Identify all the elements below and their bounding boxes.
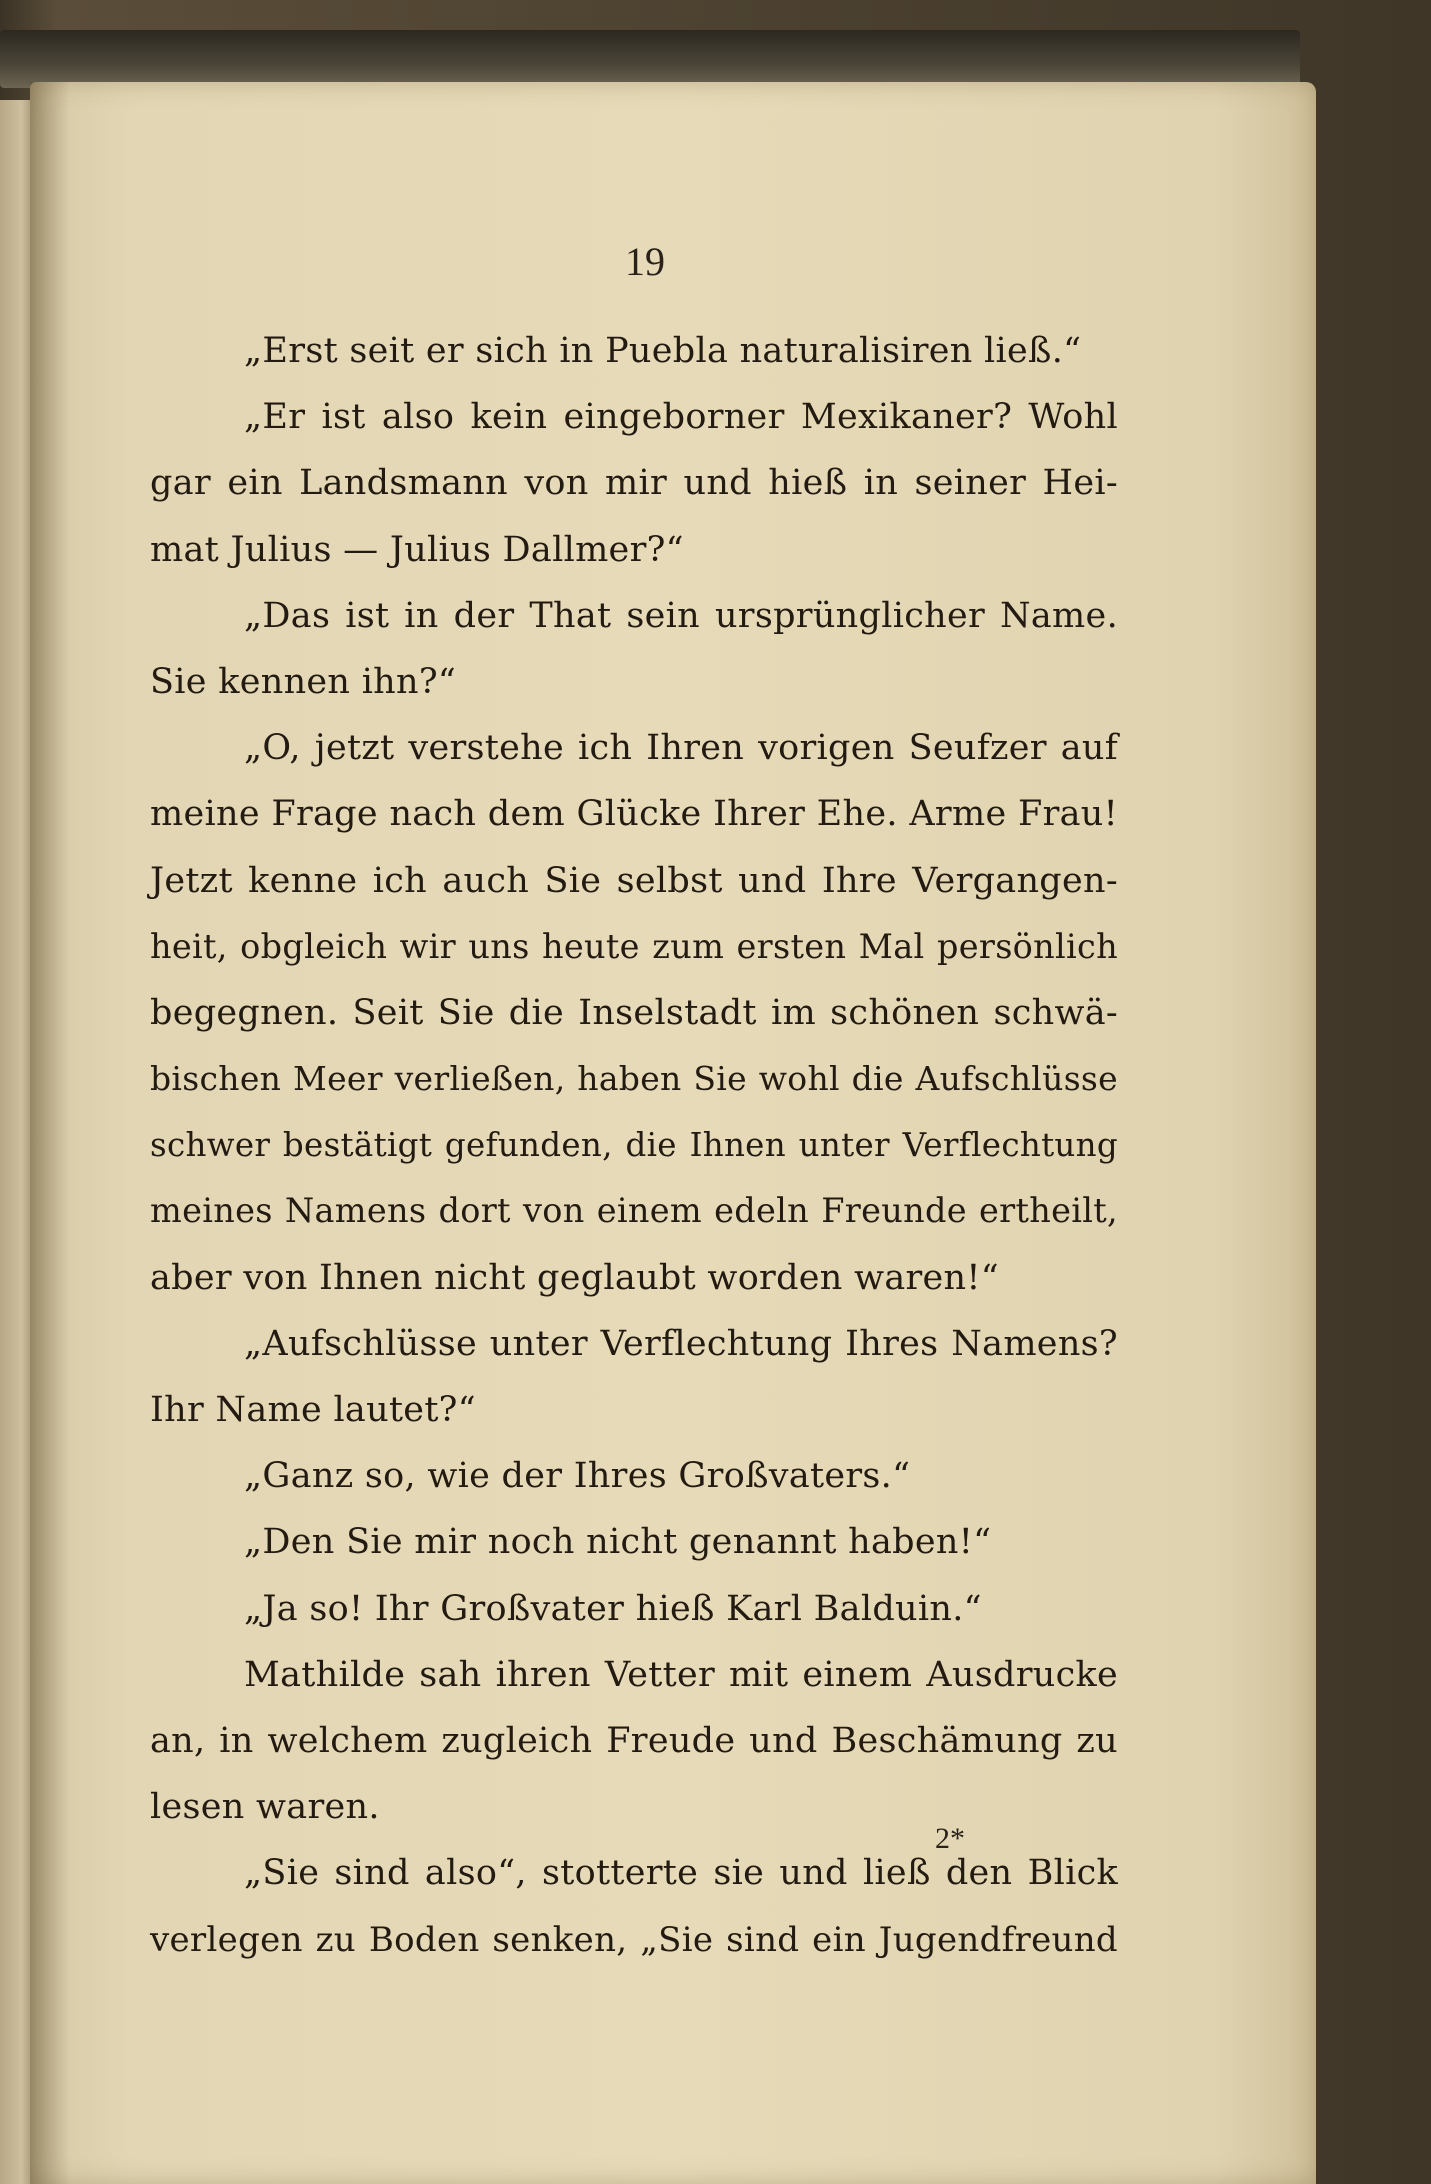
text-line: „Aufschlüsse unter Verflechtung Ihres Namens? xyxy=(244,1323,1118,1364)
text-line: gar ein Landsmann von mir und hieß in seiner Hei- xyxy=(150,463,1118,504)
text-line: an, in welchem zugleich Freude und Beschämung zu xyxy=(150,1720,1118,1761)
text-line: verlegen zu Boden senken, „Sie sind ein Jugendfreund xyxy=(150,1919,1118,1960)
body-text xyxy=(150,318,1118,1973)
text-line: Ihr Name lautet?“ xyxy=(150,1390,476,1430)
signature-mark: 2* xyxy=(935,1822,965,1855)
text-line: „Erst seit er sich in Puebla naturalisiren ließ.“ xyxy=(244,331,1082,371)
book-cover-edge xyxy=(0,30,1300,88)
text-line: meines Namens dort von einem edeln Freunde ertheilt, xyxy=(150,1191,1118,1231)
text-line: „Das ist in der That sein ursprünglicher Name. xyxy=(244,595,1118,636)
text-line: „Den Sie mir noch nicht genannt haben!“ xyxy=(244,1522,992,1563)
text-line: heit, obgleich wir uns heute zum ersten Mal persönlich xyxy=(150,926,1118,966)
text-line: begegnen. Seit Sie die Inselstadt im schönen schwä- xyxy=(150,992,1118,1033)
text-line: meine Frage nach dem Glücke Ihrer Ehe. Arme Frau! xyxy=(150,794,1118,835)
text-line: Sie kennen ihn?“ xyxy=(150,661,457,702)
text-line: mat Julius — Julius Dallmer?“ xyxy=(150,529,684,570)
text-line: aber von Ihnen nicht geglaubt worden waren!“ xyxy=(150,1257,999,1298)
text-line: lesen waren. xyxy=(150,1787,380,1828)
text-line: schwer bestätigt gefunden, die Ihnen unter Verflechtung xyxy=(150,1126,1118,1165)
gutter-shadow xyxy=(30,82,70,2184)
text-line: Jetzt kenne ich auch Sie selbst und Ihre Vergangen- xyxy=(150,860,1118,901)
text-line: Mathilde sah ihren Vetter mit einem Ausdrucke xyxy=(244,1654,1118,1695)
text-line: „Ganz so, wie der Ihres Großvaters.“ xyxy=(244,1456,911,1497)
text-line: „O, jetzt verstehe ich Ihren vorigen Seufzer auf xyxy=(244,728,1118,769)
page-number: 19 xyxy=(625,239,665,284)
text-line: „Er ist also kein eingeborner Mexikaner? Wohl xyxy=(244,397,1118,438)
text-line: „Sie sind also“, stotterte sie und ließ den Blick xyxy=(244,1853,1118,1894)
text-line: „Ja so! Ihr Großvater hieß Karl Balduin.“ xyxy=(244,1588,982,1629)
text-line: bischen Meer verließen, haben Sie wohl die Aufschlüsse xyxy=(150,1059,1118,1099)
